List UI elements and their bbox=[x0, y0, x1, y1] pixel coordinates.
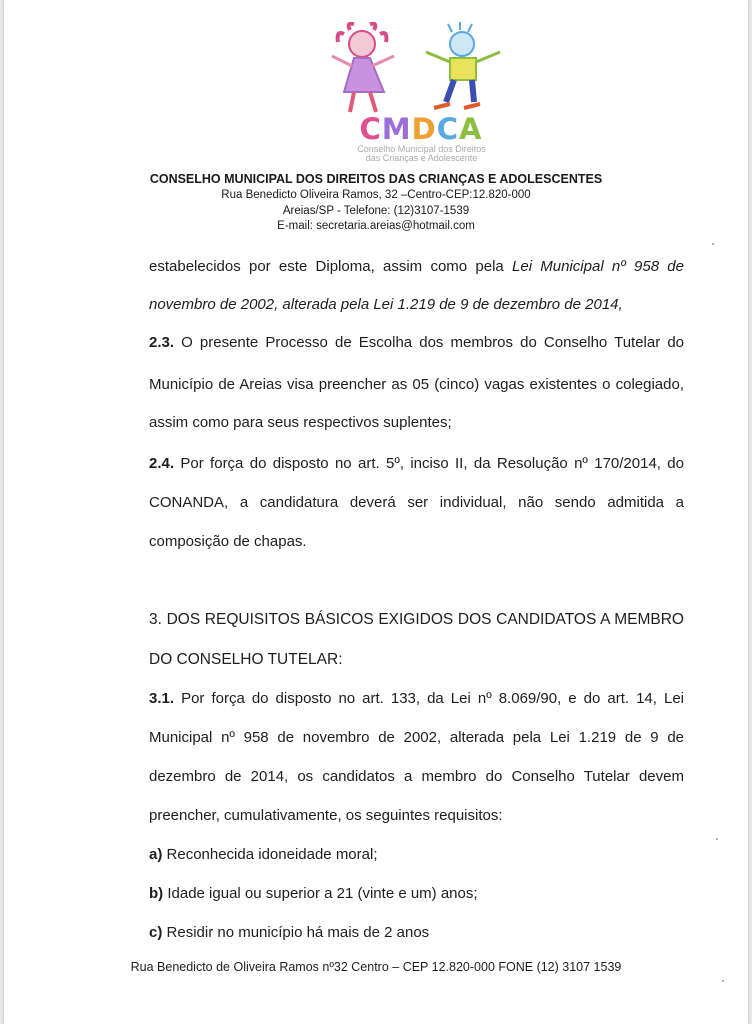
item-text: Reconhecida idoneidade moral; bbox=[166, 846, 378, 863]
scan-speck bbox=[712, 243, 714, 245]
requirement-item bbox=[149, 846, 684, 863]
paragraph-line: preencher, cumulativamente, os seguintes requisitos: bbox=[149, 807, 503, 824]
paragraph-line: dezembro de 2014, os candidatos a membro do Conselho Tutelar devem bbox=[149, 768, 684, 785]
text-run: Por força do disposto no art. 5º, inciso II, da Resolução nº 170/2014, do bbox=[180, 455, 684, 472]
requirement-item bbox=[149, 924, 684, 941]
logo-subtitle-line: das Crianças e Adolescente bbox=[365, 153, 478, 163]
scan-speck bbox=[716, 838, 718, 840]
cmdca-logo bbox=[314, 22, 524, 167]
page-footer: Rua Benedicto de Oliveira Ramos nº32 Centro – CEP 12.820-000 FONE (12) 3107 1539 bbox=[130, 960, 622, 974]
logo-letter: A bbox=[459, 112, 483, 146]
org-address: Rua Benedicto Oliveira Ramos, 32 –Centro-CEP:12.820-000 bbox=[221, 189, 531, 201]
paragraph-line bbox=[149, 258, 684, 275]
section-3-1-line bbox=[149, 690, 684, 707]
item-letter: a) bbox=[149, 846, 163, 863]
logo-wordmark bbox=[326, 112, 516, 146]
section-2-4-line bbox=[149, 455, 684, 472]
section-3-heading: DO CONSELHO TUTELAR: bbox=[149, 651, 343, 668]
item-text: Idade igual ou superior a 21 (vinte e um) anos; bbox=[167, 885, 478, 902]
logo-subtitle bbox=[329, 145, 514, 163]
paragraph-line: composição de chapas. bbox=[149, 533, 307, 550]
logo-letter: M bbox=[381, 112, 412, 146]
text-run: Por força do disposto no art. 133, da Lei nº 8.069/90, e do art. 14, Lei bbox=[181, 690, 684, 707]
section-number: 3.1. bbox=[149, 690, 175, 707]
requirement-item bbox=[149, 885, 684, 902]
section-3-heading: 3. DOS REQUISITOS BÁSICOS EXIGIDOS DOS CANDIDATOS A MEMBRO bbox=[149, 611, 684, 628]
law-reference: Lei Municipal nº 958 de bbox=[512, 258, 684, 275]
paragraph-line: CONANDA, a candidatura deverá ser individual, não sendo admitida a bbox=[149, 494, 684, 511]
text-run: estabelecidos por este Diploma, assim como pela bbox=[149, 258, 504, 275]
paragraph-line: assim como para seus respectivos suplentes; bbox=[149, 414, 452, 431]
logo-letter: C bbox=[359, 112, 382, 146]
paragraph-line: Município de Areias visa preencher as 05 (cinco) vagas existentes o colegiado, bbox=[149, 376, 684, 393]
logo-letter: C bbox=[436, 112, 460, 146]
text-run: O presente Processo de Escolha dos membros do Conselho Tutelar do bbox=[181, 334, 685, 351]
logo-letter: D bbox=[411, 112, 437, 146]
scan-speck bbox=[722, 980, 724, 982]
section-2-3-line bbox=[149, 334, 684, 351]
org-email: E-mail: secretaria.areias@hotmail.com bbox=[277, 220, 475, 232]
org-title: CONSELHO MUNICIPAL DOS DIREITOS DAS CRIANÇAS E ADOLESCENTES bbox=[149, 172, 603, 186]
children-illustration bbox=[314, 22, 524, 117]
section-number: 2.4. bbox=[149, 455, 175, 472]
item-text: Residir no município há mais de 2 anos bbox=[166, 924, 430, 941]
section-number: 2.3. bbox=[149, 334, 175, 351]
logo-subtitle-line: Conselho Municipal dos Direitos bbox=[357, 144, 486, 154]
org-city-phone: Areias/SP - Telefone: (12)3107-1539 bbox=[282, 205, 470, 217]
paragraph-line: Municipal nº 958 de novembro de 2002, alterada pela Lei 1.219 de 9 de bbox=[149, 729, 684, 746]
item-letter: c) bbox=[149, 924, 163, 941]
law-reference: novembro de 2002, alterada pela Lei 1.219 de 9 de dezembro de 2014, bbox=[149, 296, 623, 313]
document-page bbox=[4, 0, 748, 1024]
item-letter: b) bbox=[149, 885, 164, 902]
